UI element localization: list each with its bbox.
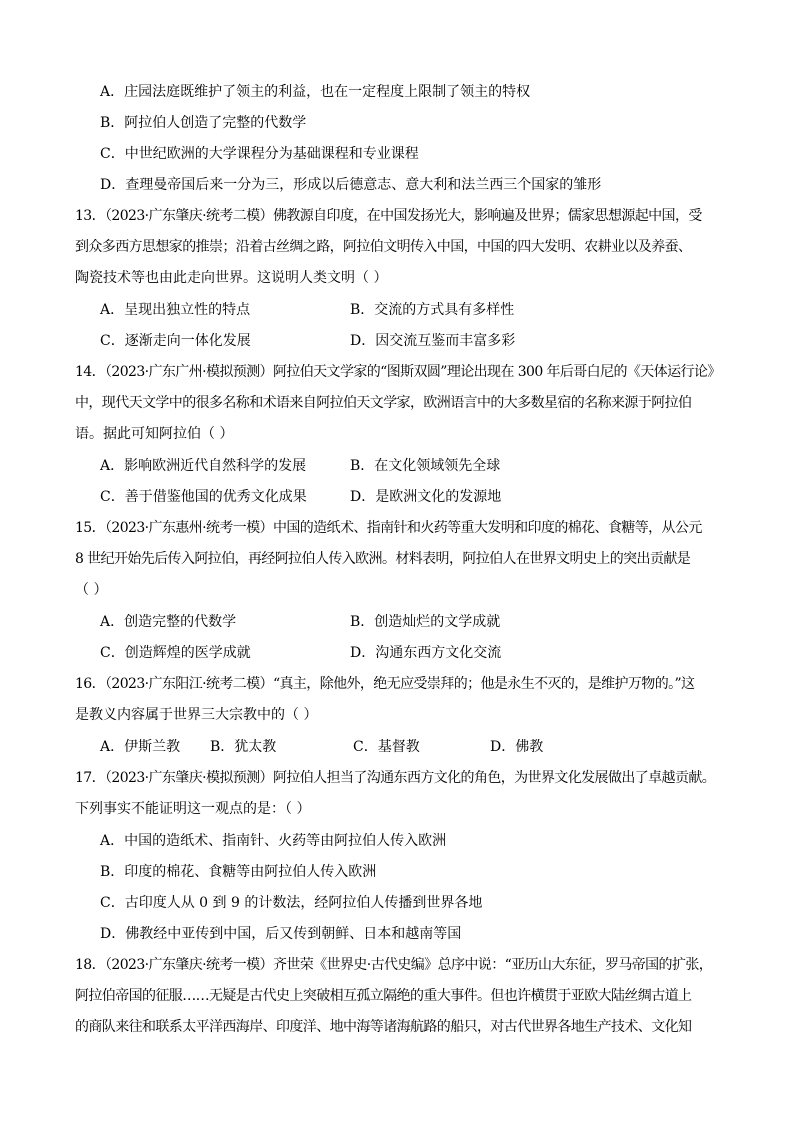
option-a: A．伊斯兰教 xyxy=(100,739,181,755)
option-b: B．阿拉伯人创造了完整的代数学 xyxy=(100,115,307,131)
option-d: D．是欧洲文化的发源地 xyxy=(350,489,502,505)
question-16-stem: 是教义内容属于世界三大宗教中的（ ） xyxy=(75,707,318,723)
question-18-stem: 阿拉伯帝国的征服……无疑是古代史上突破相互孤立隔绝的重大事件。但也许横贯于亚欧大陆丝绸古道上 xyxy=(75,988,692,1004)
option-d: D．沟通东西方文化交流 xyxy=(350,645,502,661)
option-a: A．呈现出独立性的特点 xyxy=(100,302,251,318)
option-b: B．犹太教 xyxy=(210,739,277,755)
question-17-stem: 17．（2023·广东肇庆·模拟预测）阿拉伯人担当了沟通东西方文化的角色，为世界文化发展做出了卓越贡献。 xyxy=(75,770,716,786)
option-a: A．中国的造纸术、指南针、火药等由阿拉伯人传入欧洲 xyxy=(100,833,447,849)
option-c: C．古印度人从 0 到 9 的计数法，经阿拉伯人传播到世界各地 xyxy=(100,895,483,911)
question-16-stem: 16．（2023·广东阳江·统考二模）“真主，除他外，绝无应受崇拜的；他是永生不灭的，是维护万物的。”这 xyxy=(75,676,695,692)
question-15-stem: 15．（2023·广东惠州·统考一模）中国的造纸术、指南针和火药等重大发明和印度的棉花、食糖等，从公元 xyxy=(75,520,702,536)
option-a: A．庄园法庭既维护了领主的利益，也在一定程度上限制了领主的特权 xyxy=(100,84,531,100)
option-c: C．逐渐走向一体化发展 xyxy=(100,333,251,349)
option-b: B．创造灿烂的文学成就 xyxy=(350,614,501,630)
question-15-options-row xyxy=(100,612,501,632)
question-13-stem: 陶瓷技术等也由此走向世界。这说明人类文明（ ） xyxy=(75,270,388,286)
question-15-options-row xyxy=(100,643,502,663)
question-14-options-row xyxy=(100,487,502,507)
option-c: C．善于借鉴他国的优秀文化成果 xyxy=(100,489,307,505)
question-13-options-row xyxy=(100,331,516,351)
option-c: C．创造辉煌的医学成就 xyxy=(100,645,251,661)
option-a: A．创造完整的代数学 xyxy=(100,614,237,630)
option-a: A．影响欧洲近代自然科学的发展 xyxy=(100,458,307,474)
question-14-stem: 中，现代天文学中的很多名称和术语来自阿拉伯天文学家，欧洲语言中的大多数星宿的名称来源于阿拉伯 xyxy=(75,395,692,411)
question-14-options-row xyxy=(100,456,501,476)
question-17-stem: 下列事实不能证明这一观点的是：（ ） xyxy=(75,801,311,817)
question-15-stem: （ ） xyxy=(75,582,108,598)
question-18-stem: 的商队来往和联系太平洋西海岸、印度洋、地中海等诸海航路的船只，对古代世界各地生产技术、文化知 xyxy=(75,1019,692,1035)
option-d: D．因交流互鉴而丰富多彩 xyxy=(350,333,516,349)
option-d: D．佛教 xyxy=(490,739,544,755)
question-13-stem: 到众多西方思想家的推崇；沿着古丝绸之路，阿拉伯文明传入中国，中国的四大发明、农耕业以及养蚕、 xyxy=(75,239,692,255)
question-18-stem: 18．（2023·广东肇庆·统考一模）齐世荣《世界史·古代史编》总序中说：“亚历山大东征，罗马帝国的扩张， xyxy=(75,957,713,973)
question-15-stem: 8 世纪开始先后传入阿拉伯，再经阿拉伯人传入欧洲。材料表明，阿拉伯人在世界文明史上的突出贡献是 xyxy=(75,551,691,567)
option-d: D．查理曼帝国后来一分为三，形成以后德意志、意大利和法兰西三个国家的雏形 xyxy=(100,177,602,193)
question-14-stem: 语。据此可知阿拉伯（ ） xyxy=(75,426,234,442)
question-14-stem: 14．（2023·广东广州·模拟预测）阿拉伯天文学家的“图斯双圆”理论出现在 300 年后哥白尼的《天体运行论》 xyxy=(75,364,721,380)
question-13-options-row xyxy=(100,300,515,320)
option-b: B．在文化领域领先全球 xyxy=(350,458,501,474)
option-b: B．交流的方式具有多样性 xyxy=(350,302,515,318)
question-13-stem: 13．（2023·广东肇庆·统考二模）佛教源自印度，在中国发扬光大，影响遍及世界；儒家思想源起中国，受 xyxy=(75,208,702,224)
option-c: C．中世纪欧洲的大学课程分为基础课程和专业课程 xyxy=(100,146,419,162)
option-b: B．印度的棉花、食糖等由阿拉伯人传入欧洲 xyxy=(100,864,377,880)
option-c: C．基督教 xyxy=(353,739,420,755)
option-d: D．佛教经中亚传到中国，后又传到朝鲜、日本和越南等国 xyxy=(100,926,462,942)
